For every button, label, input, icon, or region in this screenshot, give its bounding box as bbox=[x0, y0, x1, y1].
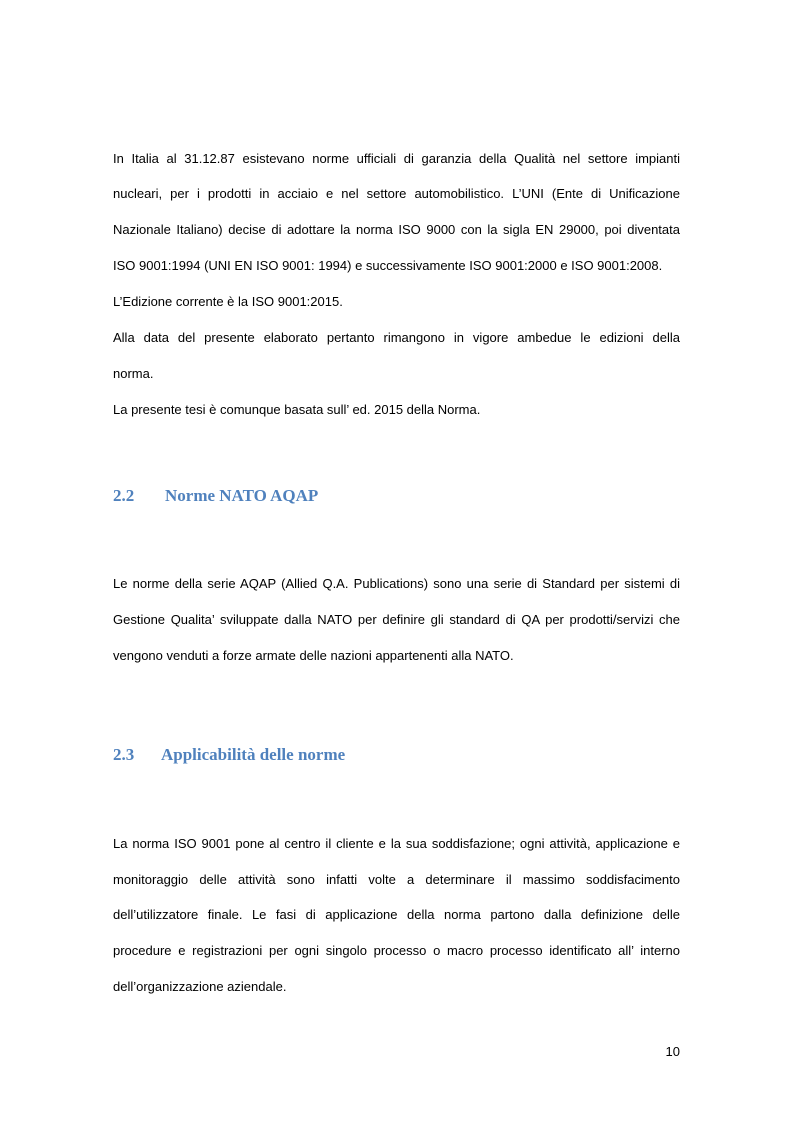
section-2-3-number: 2.3 bbox=[113, 745, 135, 764]
section-2-2-number: 2.2 bbox=[113, 486, 135, 505]
paragraph-1-line-2: nucleari, per i prodotti in acciaio e nel settore automobilistico. L’UNI (Ente di Unificazione bbox=[113, 186, 680, 201]
section-2-2-heading bbox=[113, 485, 318, 507]
section-2-3-line-4: procedure e registrazioni per ogni singolo processo o macro processo identificato all’ interno bbox=[113, 943, 680, 958]
section-2-3-line-3: dell’utilizzatore finale. Le fasi di applicazione della norma partono dalla definizione delle bbox=[113, 907, 680, 922]
section-2-2-line-1: Le norme della serie AQAP (Allied Q.A. Publications) sono una serie di Standard per sistemi di bbox=[113, 576, 680, 591]
section-2-3-line-2: monitoraggio delle attività sono infatti volte a determinare il massimo soddisfacimento bbox=[113, 872, 680, 887]
section-2-3-heading bbox=[113, 744, 345, 766]
section-2-2-title: Norme NATO AQAP bbox=[165, 486, 319, 505]
paragraph-2: L’Edizione corrente è la ISO 9001:2015. bbox=[113, 294, 343, 309]
paragraph-1-line-3: Nazionale Italiano) decise di adottare la norma ISO 9000 con la sigla EN 29000, poi diventata bbox=[113, 222, 680, 237]
section-2-3-line-1: La norma ISO 9001 pone al centro il cliente e la sua soddisfazione; ogni attività, applicazione e bbox=[113, 836, 680, 851]
paragraph-1-line-1: In Italia al 31.12.87 esistevano norme ufficiali di garanzia della Qualità nel settore impianti bbox=[113, 151, 680, 166]
paragraph-1-line-4: ISO 9001:1994 (UNI EN ISO 9001: 1994) e successivamente ISO 9001:2000 e ISO 9001:2008. bbox=[113, 258, 663, 273]
section-2-2-line-3: vengono venduti a forze armate delle nazioni appartenenti alla NATO. bbox=[113, 648, 514, 663]
page-number: 10 bbox=[665, 1044, 680, 1059]
paragraph-4: La presente tesi è comunque basata sull’ ed. 2015 della Norma. bbox=[113, 402, 481, 417]
paragraph-3-line-2: norma. bbox=[113, 366, 154, 381]
section-2-2-line-2: Gestione Qualita’ sviluppate dalla NATO per definire gli standard di QA per prodotti/servizi che bbox=[113, 612, 680, 627]
paragraph-3-line-1: Alla data del presente elaborato pertanto rimangono in vigore ambedue le edizioni della bbox=[113, 330, 680, 345]
section-2-3-line-5: dell’organizzazione aziendale. bbox=[113, 979, 287, 994]
section-2-3-title: Applicabilità delle norme bbox=[161, 745, 346, 764]
